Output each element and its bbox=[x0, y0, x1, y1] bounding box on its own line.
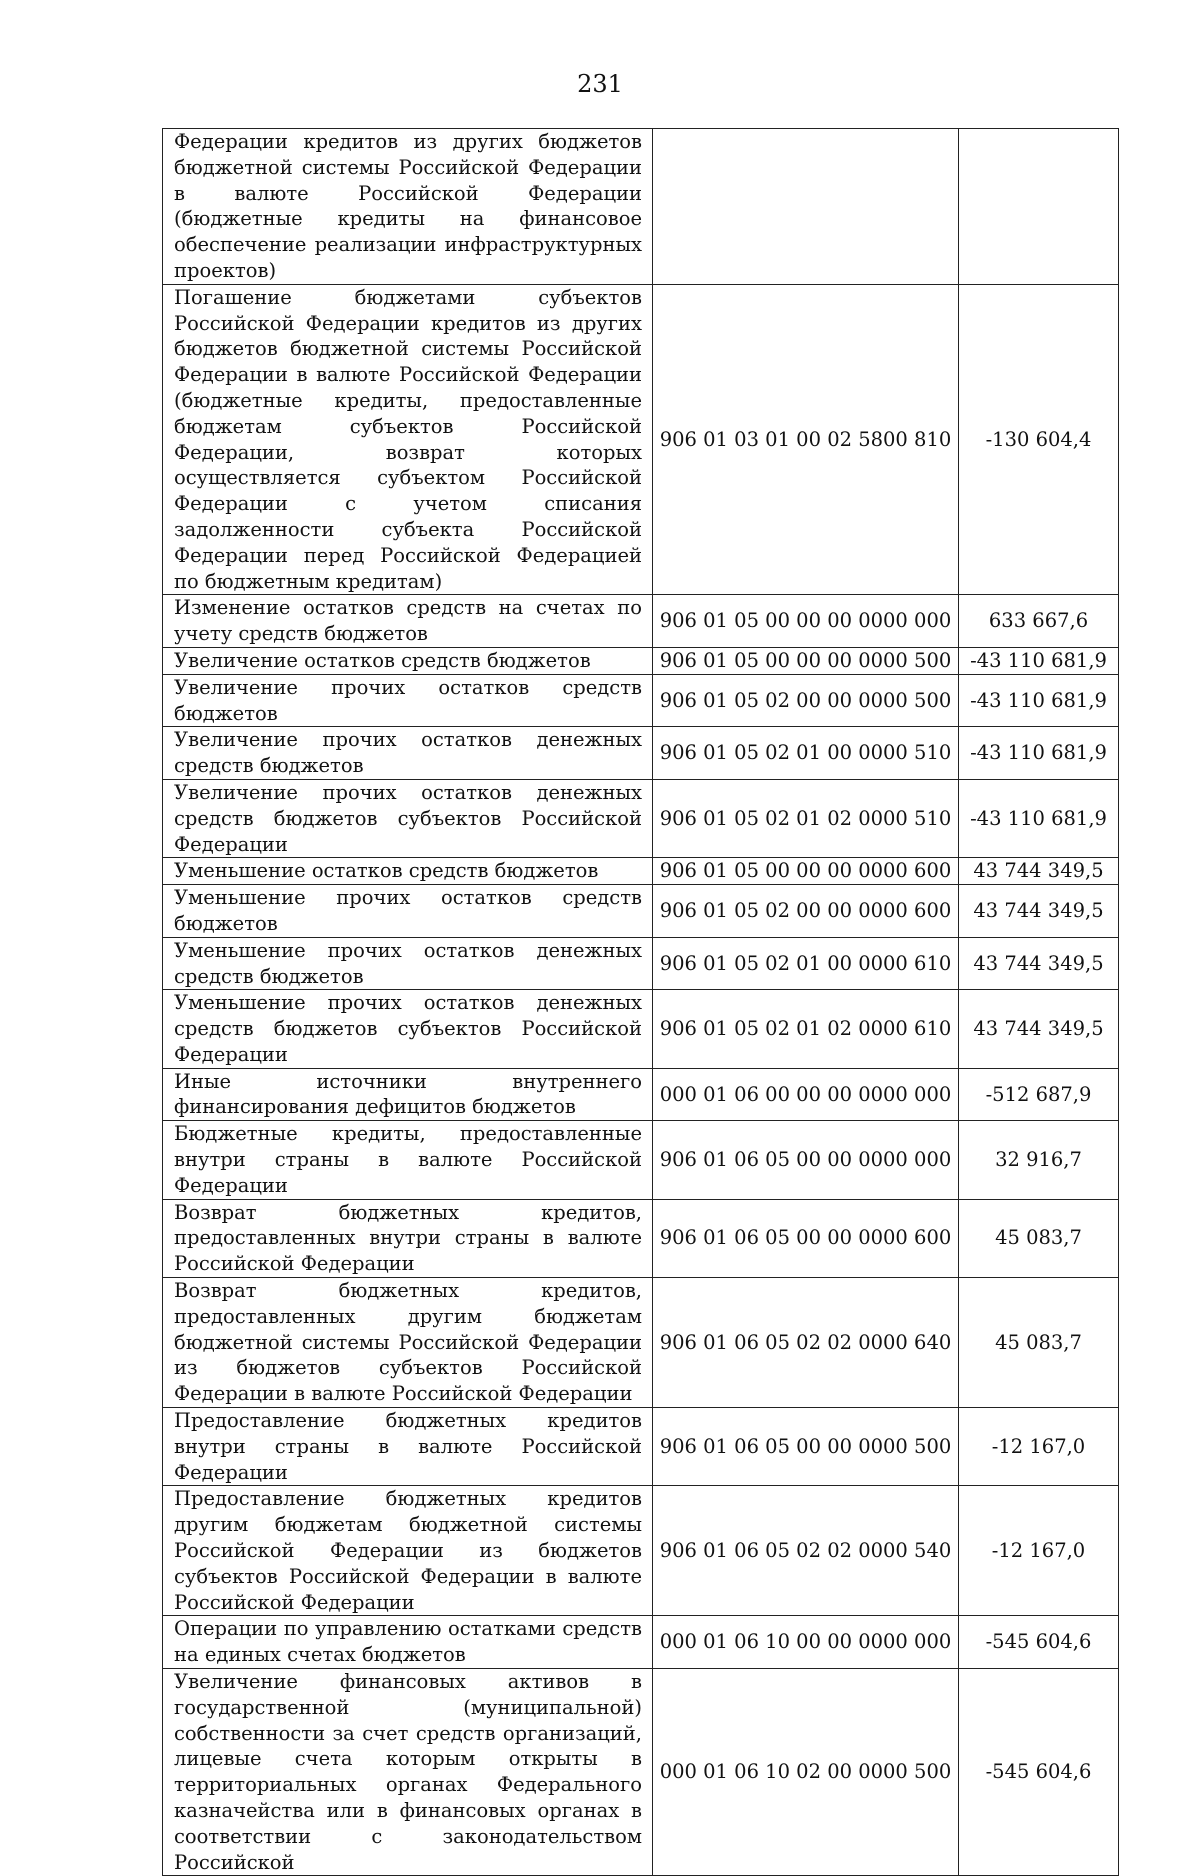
row-code-cell: 906 01 06 05 02 02 0000 540 bbox=[653, 1486, 959, 1616]
row-sum-cell: 633 667,6 bbox=[959, 595, 1119, 648]
table-body bbox=[163, 129, 1119, 1876]
row-name-cell: Федерации кредитов из других бюджетов бюджетной системы Российской Федерации в валюте Российской Федерации (бюджетные кредиты на финансовое обеспечение реализации инфраструктурных проектов) bbox=[163, 129, 653, 285]
row-name-cell: Предоставление бюджетных кредитов другим бюджетам бюджетной системы Российской Федерации из бюджетов субъектов Российской Федерации в валюте Российской Федерации bbox=[163, 1486, 653, 1616]
row-sum-cell: -512 687,9 bbox=[959, 1068, 1119, 1121]
row-sum-cell bbox=[959, 129, 1119, 285]
row-sum-cell: -43 110 681,9 bbox=[959, 674, 1119, 727]
row-code-cell: 906 01 05 02 01 00 0000 610 bbox=[653, 937, 959, 990]
row-name-cell: Предоставление бюджетных кредитов внутри страны в валюте Российской Федерации bbox=[163, 1408, 653, 1486]
table-row bbox=[163, 1486, 1119, 1616]
row-sum-cell: -130 604,4 bbox=[959, 284, 1119, 595]
table-row bbox=[163, 779, 1119, 857]
table-row bbox=[163, 937, 1119, 990]
row-name-cell: Иные источники внутреннего финансирования дефицитов бюджетов bbox=[163, 1068, 653, 1121]
row-code-cell: 906 01 06 05 00 00 0000 600 bbox=[653, 1199, 959, 1277]
row-code-cell: 906 01 05 02 01 00 0000 510 bbox=[653, 727, 959, 780]
table-row bbox=[163, 284, 1119, 595]
table-row bbox=[163, 885, 1119, 938]
row-sum-cell: -12 167,0 bbox=[959, 1486, 1119, 1616]
row-code-cell: 906 01 06 05 02 02 0000 640 bbox=[653, 1278, 959, 1408]
row-name-cell: Бюджетные кредиты, предоставленные внутри страны в валюте Российской Федерации bbox=[163, 1121, 653, 1199]
row-sum-cell: -12 167,0 bbox=[959, 1408, 1119, 1486]
row-code-cell: 000 01 06 00 00 00 0000 000 bbox=[653, 1068, 959, 1121]
row-name-cell: Уменьшение прочих остатков денежных средств бюджетов bbox=[163, 937, 653, 990]
table-row bbox=[163, 1669, 1119, 1876]
row-name-cell: Возврат бюджетных кредитов, предоставленных другим бюджетам бюджетной системы Российской Федерации из бюджетов субъектов Российской Федерации в валюте Российской Федерации bbox=[163, 1278, 653, 1408]
row-code-cell: 906 01 06 05 00 00 0000 500 bbox=[653, 1408, 959, 1486]
table-row bbox=[163, 1068, 1119, 1121]
row-code-cell: 906 01 05 00 00 00 0000 600 bbox=[653, 858, 959, 885]
row-sum-cell: 43 744 349,5 bbox=[959, 990, 1119, 1068]
row-sum-cell: 32 916,7 bbox=[959, 1121, 1119, 1199]
table-row bbox=[163, 1278, 1119, 1408]
row-code-cell: 906 01 05 02 01 02 0000 610 bbox=[653, 990, 959, 1068]
row-sum-cell: 43 744 349,5 bbox=[959, 937, 1119, 990]
row-sum-cell: -545 604,6 bbox=[959, 1616, 1119, 1669]
row-code-cell: 906 01 05 00 00 00 0000 000 bbox=[653, 595, 959, 648]
row-name-cell: Уменьшение остатков средств бюджетов bbox=[163, 858, 653, 885]
table-row bbox=[163, 1616, 1119, 1669]
row-sum-cell: -43 110 681,9 bbox=[959, 779, 1119, 857]
row-name-cell: Возврат бюджетных кредитов, предоставленных внутри страны в валюте Российской Федерации bbox=[163, 1199, 653, 1277]
row-sum-cell: 45 083,7 bbox=[959, 1278, 1119, 1408]
row-code-cell: 906 01 05 02 00 00 0000 600 bbox=[653, 885, 959, 938]
row-sum-cell: -43 110 681,9 bbox=[959, 727, 1119, 780]
table-row bbox=[163, 1199, 1119, 1277]
row-code-cell: 000 01 06 10 02 00 0000 500 bbox=[653, 1669, 959, 1876]
table-row bbox=[163, 1121, 1119, 1199]
row-code-cell: 906 01 06 05 00 00 0000 000 bbox=[653, 1121, 959, 1199]
row-sum-cell: 45 083,7 bbox=[959, 1199, 1119, 1277]
row-name-cell: Уменьшение прочих остатков денежных средств бюджетов субъектов Российской Федерации bbox=[163, 990, 653, 1068]
row-name-cell: Уменьшение прочих остатков средств бюджетов bbox=[163, 885, 653, 938]
page-number: 231 bbox=[577, 70, 623, 98]
row-sum-cell: -43 110 681,9 bbox=[959, 647, 1119, 674]
table-row bbox=[163, 727, 1119, 780]
row-code-cell: 906 01 03 01 00 02 5800 810 bbox=[653, 284, 959, 595]
row-name-cell: Увеличение остатков средств бюджетов bbox=[163, 647, 653, 674]
table-row bbox=[163, 990, 1119, 1068]
table-row bbox=[163, 858, 1119, 885]
row-sum-cell: 43 744 349,5 bbox=[959, 858, 1119, 885]
row-name-cell: Изменение остатков средств на счетах по учету средств бюджетов bbox=[163, 595, 653, 648]
row-name-cell: Увеличение прочих остатков денежных средств бюджетов субъектов Российской Федерации bbox=[163, 779, 653, 857]
table-row bbox=[163, 129, 1119, 285]
row-name-cell: Погашение бюджетами субъектов Российской Федерации кредитов из других бюджетов бюджетной системы Российской Федерации в валюте Российской Федерации (бюджетные кредиты, предоставленные бюджетам субъектов Российской Федерации, возврат которых осуществляется субъектом Российской Федерации с учетом списания задолженности субъекта Российской Федерации перед Российской Федерацией по бюджетным кредитам) bbox=[163, 284, 653, 595]
row-name-cell: Увеличение прочих остатков денежных средств бюджетов bbox=[163, 727, 653, 780]
row-name-cell: Увеличение финансовых активов в государственной (муниципальной) собственности за счет средств организаций, лицевые счета которым открыты в территориальных органах Федерального казначейства или в финансовых органах в соответствии с законодательством Российской bbox=[163, 1669, 653, 1876]
table-row bbox=[163, 595, 1119, 648]
table-row bbox=[163, 1408, 1119, 1486]
row-code-cell: 906 01 05 02 00 00 0000 500 bbox=[653, 674, 959, 727]
table-row bbox=[163, 647, 1119, 674]
row-sum-cell: 43 744 349,5 bbox=[959, 885, 1119, 938]
row-code-cell: 000 01 06 10 00 00 0000 000 bbox=[653, 1616, 959, 1669]
row-sum-cell: -545 604,6 bbox=[959, 1669, 1119, 1876]
table-row bbox=[163, 674, 1119, 727]
row-code-cell bbox=[653, 129, 959, 285]
budget-sources-table bbox=[162, 128, 1119, 1876]
row-code-cell: 906 01 05 02 01 02 0000 510 bbox=[653, 779, 959, 857]
row-code-cell: 906 01 05 00 00 00 0000 500 bbox=[653, 647, 959, 674]
row-name-cell: Увеличение прочих остатков средств бюджетов bbox=[163, 674, 653, 727]
row-name-cell: Операции по управлению остатками средств на единых счетах бюджетов bbox=[163, 1616, 653, 1669]
